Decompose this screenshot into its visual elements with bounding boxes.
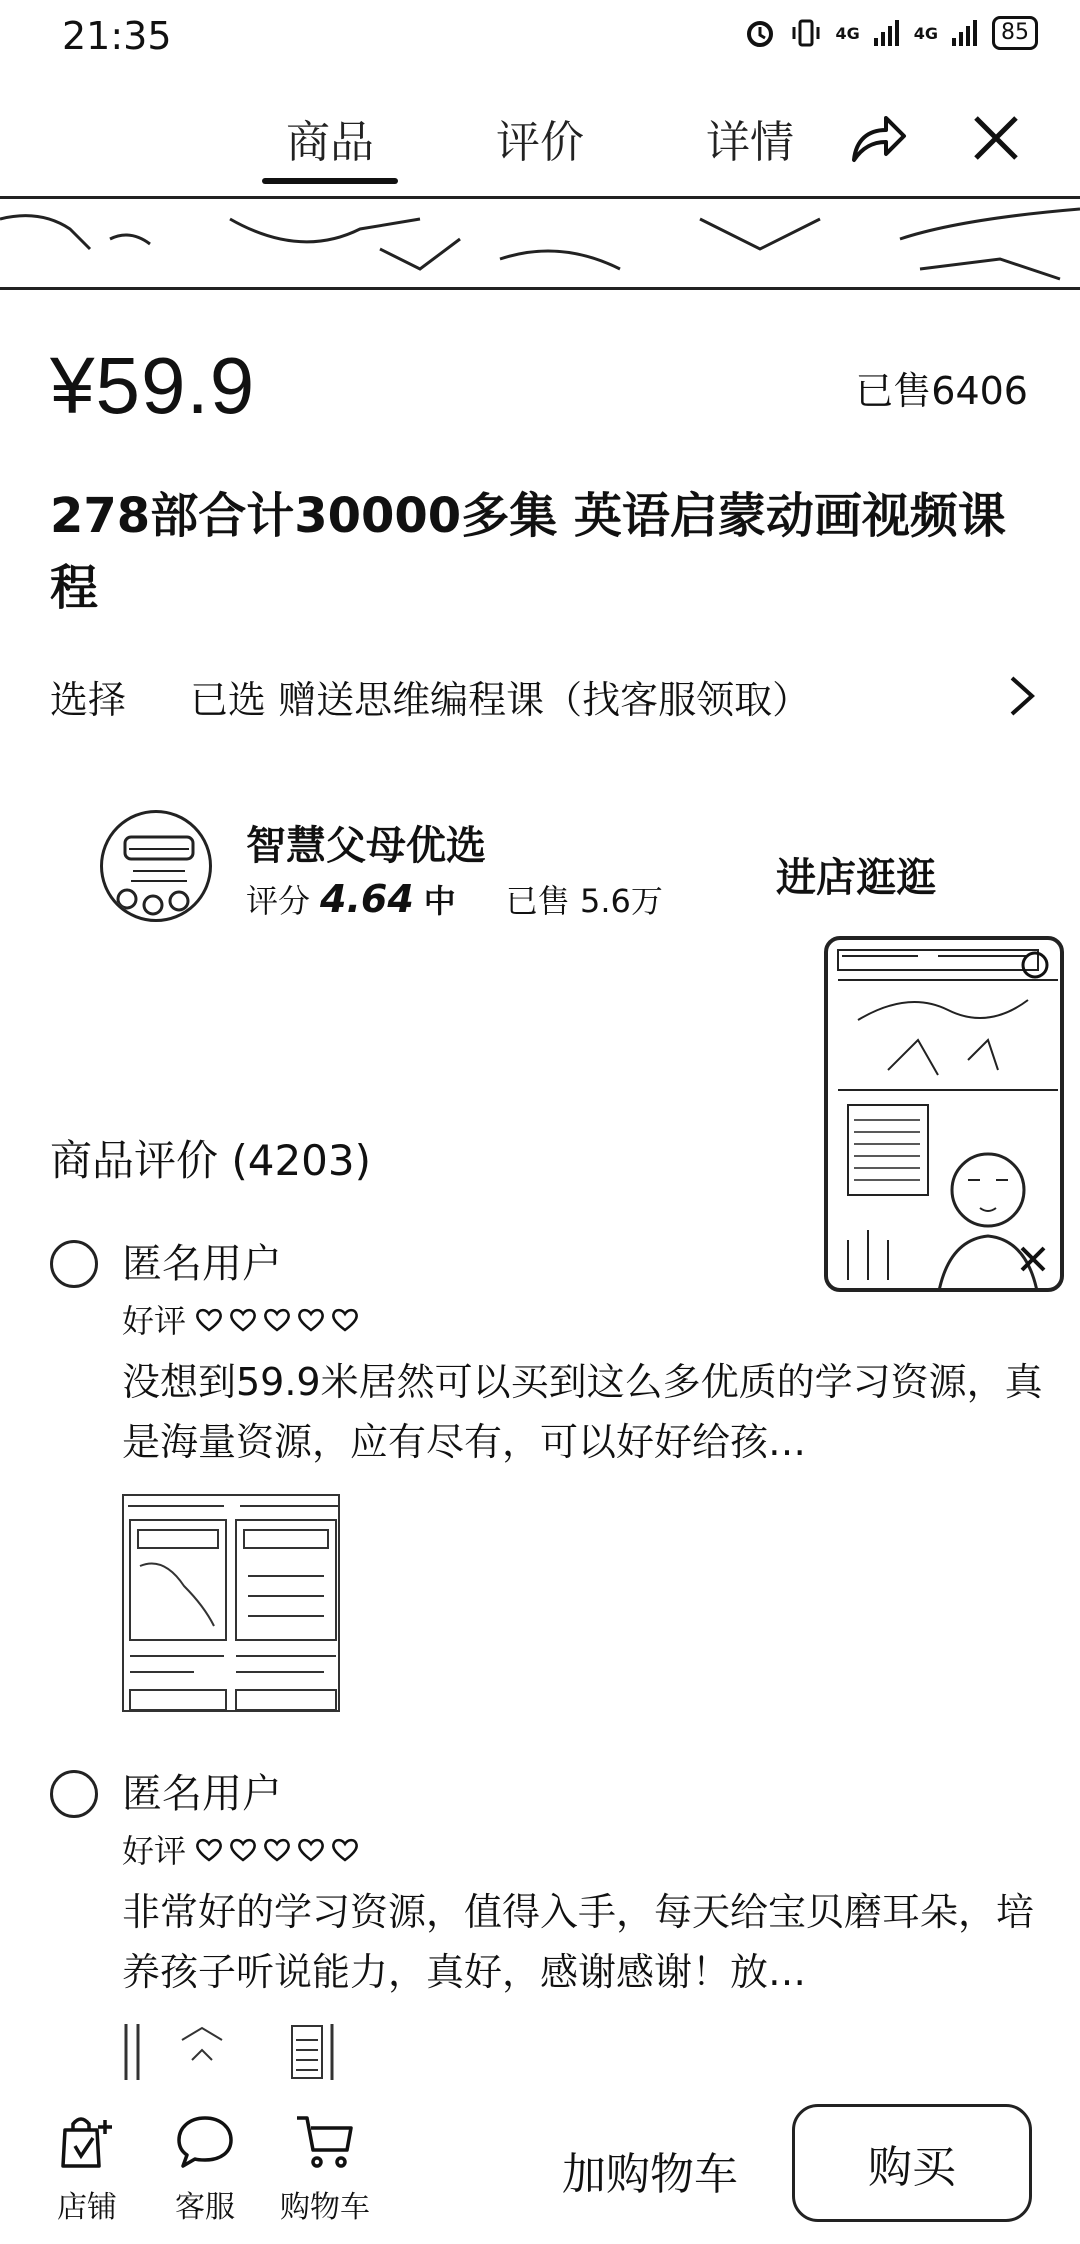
review-text: 没想到59.9米居然可以买到这么多优质的学习资源，真是海量资源，应有尽有，可以好好给孩…	[122, 1360, 1043, 1464]
banner-sketch	[0, 199, 1080, 290]
heart-icon	[330, 1305, 360, 1333]
spec-select-row[interactable]	[50, 666, 1040, 726]
add-to-cart-button[interactable]: 加购物车	[562, 2149, 738, 2200]
heart-icon	[228, 1305, 258, 1333]
rating-hearts	[194, 1835, 360, 1863]
video-expand-icon[interactable]	[1020, 950, 1050, 980]
cart-tab-label: 购物车	[280, 2190, 370, 2225]
status-icons	[743, 16, 1038, 50]
visit-store-button[interactable]: 进店逛逛	[776, 855, 936, 901]
product-title: 278部合计30000多集 英语启蒙动画视频课程	[50, 488, 1006, 616]
tab-reviews[interactable]: 评价	[496, 117, 584, 168]
review-rating-label: 好评	[122, 1302, 187, 1340]
tab-product[interactable]: 商品	[286, 117, 374, 168]
review-rating-label: 好评	[122, 1832, 187, 1870]
review-text: 非常好的学习资源，值得入手，每天给宝贝磨耳朵，培养孩子听说能力，真好，感谢感谢！放…	[122, 1890, 1035, 1994]
spec-select-label: 选择	[50, 677, 127, 722]
store-score-label: 评分	[246, 882, 311, 920]
store-tab-button[interactable]	[32, 2108, 142, 2226]
share-icon[interactable]	[846, 106, 910, 170]
store-logo-image	[103, 813, 212, 922]
review-photo-image	[122, 2020, 344, 2082]
heart-icon	[330, 1835, 360, 1863]
store-sold: 已售 5.6万	[505, 882, 663, 920]
heart-icon	[262, 1305, 292, 1333]
review-photo[interactable]	[122, 1494, 340, 1712]
chat-bubble-icon	[171, 2108, 239, 2176]
user-avatar-icon	[50, 1770, 98, 1818]
store-bag-icon	[53, 2108, 121, 2176]
heart-icon	[194, 1305, 224, 1333]
store-score-level: 中	[423, 882, 456, 920]
customer-service-button[interactable]	[150, 2108, 260, 2226]
review-rating	[122, 1296, 360, 1342]
review-rating	[122, 1826, 360, 1872]
heart-icon	[296, 1305, 326, 1333]
heart-icon	[262, 1835, 292, 1863]
status-bar	[0, 0, 1080, 76]
customer-service-label: 客服	[175, 2190, 235, 2225]
signal-icon	[872, 18, 902, 48]
review-username: 匿名用户	[122, 1771, 282, 1817]
store-avatar[interactable]	[100, 810, 212, 922]
network-indicator-2: 4G	[913, 23, 938, 43]
chevron-right-icon	[1004, 672, 1040, 720]
video-frame	[828, 940, 1064, 1292]
top-tab-bar	[0, 96, 1080, 186]
reviews-heading[interactable]: 商品评价 (4203)	[50, 1136, 372, 1185]
review-photo[interactable]	[122, 2020, 344, 2082]
alarm-icon	[743, 16, 777, 50]
buy-button[interactable]	[792, 2104, 1032, 2222]
rating-hearts	[194, 1305, 360, 1333]
spec-selected-value: 已选 赠送思维编程课（找客服领取）	[190, 677, 811, 722]
heart-icon	[296, 1835, 326, 1863]
store-meta	[246, 876, 663, 922]
active-tab-indicator	[262, 178, 398, 184]
heart-icon	[228, 1835, 258, 1863]
cart-tab-button[interactable]	[270, 2108, 380, 2226]
product-sold-count: 已售6406	[855, 369, 1028, 413]
store-tab-label: 店铺	[57, 2190, 117, 2225]
shopping-cart-icon	[291, 2108, 359, 2176]
battery-indicator: 85	[992, 16, 1038, 50]
network-indicator-1: 4G	[835, 23, 860, 43]
review-username: 匿名用户	[122, 1241, 282, 1287]
bottom-action-bar	[0, 2090, 1080, 2244]
vibrate-icon	[789, 16, 823, 50]
close-icon[interactable]	[964, 106, 1028, 170]
tab-details[interactable]: 详情	[706, 117, 794, 168]
store-name[interactable]: 智慧父母优选	[246, 823, 486, 869]
floating-video-player[interactable]	[824, 936, 1064, 1292]
status-time: 21:35	[62, 14, 172, 58]
store-score: 4.64	[320, 877, 414, 921]
video-close-icon[interactable]	[1016, 1242, 1050, 1276]
product-price: ¥59.9	[50, 341, 256, 430]
buy-button-label: 购买	[868, 2142, 956, 2193]
review-photo-image	[124, 1496, 340, 1712]
signal-icon	[950, 18, 980, 48]
heart-icon	[194, 1835, 224, 1863]
store-card[interactable]	[100, 806, 1000, 926]
product-image-strip[interactable]	[0, 196, 1080, 290]
user-avatar-icon	[50, 1240, 98, 1288]
